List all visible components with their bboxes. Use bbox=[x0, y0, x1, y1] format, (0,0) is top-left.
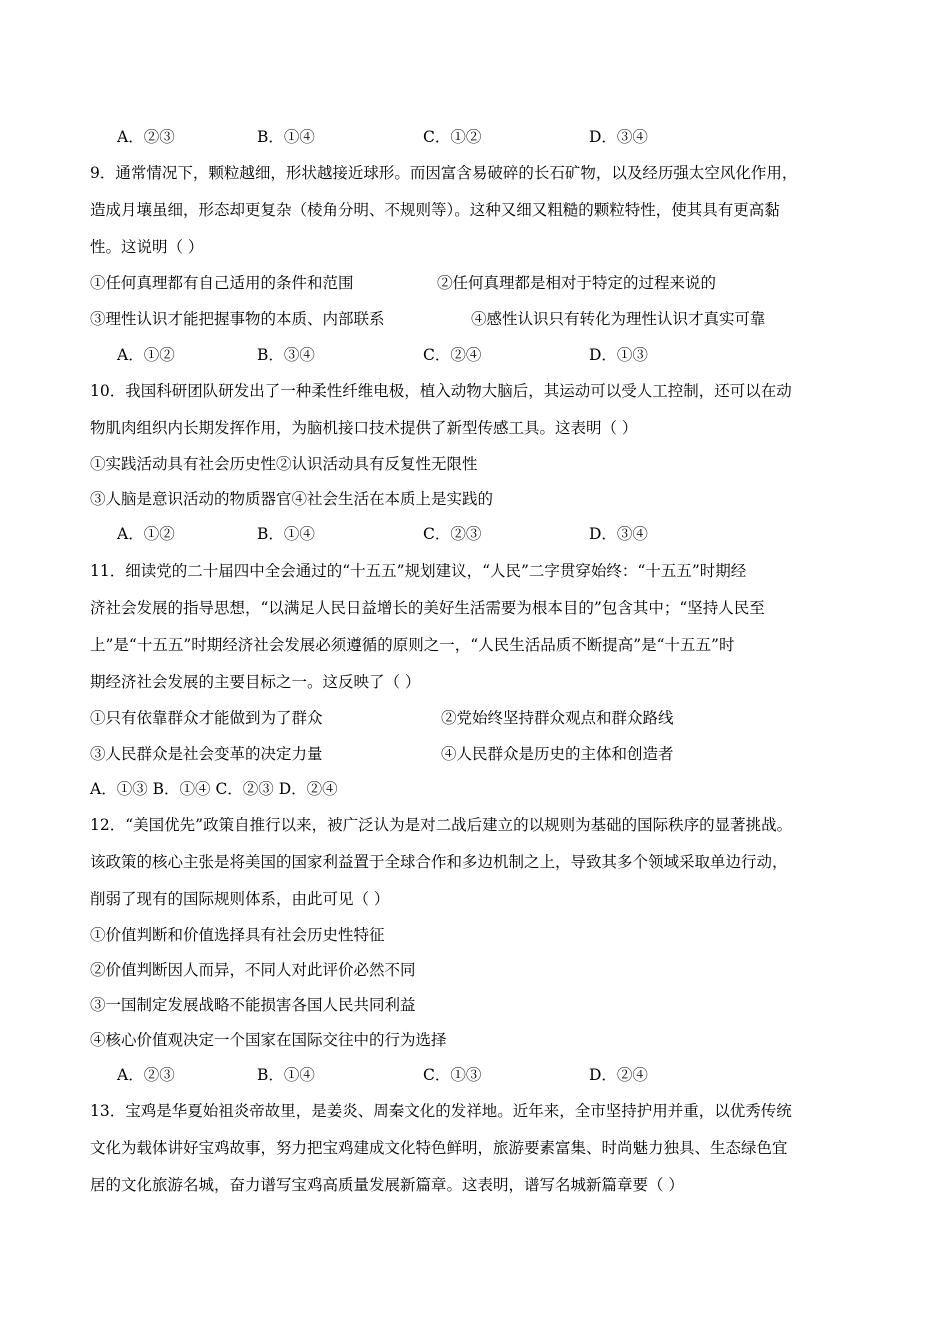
statement-line: ①价值判断和价值选择具有社会历史性特征 bbox=[90, 926, 385, 944]
question-stem-line: 物肌肉组织内长期发挥作用，为脑机接口技术提供了新型传感工具。这表明（ ） bbox=[90, 419, 638, 437]
question-stem-line: 该政策的核心主张是将美国的国家利益置于全球合作和多边机制之上，导致其多个领域采取单边行动， bbox=[90, 853, 788, 871]
question-stem-line: 10．我国科研团队研发出了一种柔性纤维电极，植入动物大脑后，其运动可以受人工控制，还可以在动 bbox=[90, 382, 792, 400]
question-stem-line: 性。这说明（ ） bbox=[90, 238, 204, 256]
option-c: C．②④ bbox=[423, 346, 482, 364]
statement-3: ③人民群众是社会变革的决定力量 bbox=[90, 745, 323, 763]
statement-line: ①实践活动具有社会历史性②认识活动具有反复性无限性 bbox=[90, 455, 478, 473]
statement-line: ②价值判断因人而异，不同人对此评价必然不同 bbox=[90, 961, 416, 979]
question-stem-line: 期经济社会发展的主要目标之一。这反映了（ ） bbox=[90, 673, 421, 691]
option-a: A．①② bbox=[117, 346, 175, 364]
statement-2: ②任何真理都是相对于特定的过程来说的 bbox=[437, 274, 717, 292]
option-b: B．③④ bbox=[257, 346, 315, 364]
option-b: B．①④ bbox=[257, 128, 315, 146]
option-d: D．①③ bbox=[589, 346, 648, 364]
option-b: B．①④ bbox=[257, 525, 315, 543]
statement-4: ④人民群众是历史的主体和创造者 bbox=[441, 745, 674, 763]
question-stem-line: 文化为载体讲好宝鸡故事，努力把宝鸡建成文化特色鲜明，旅游要素富集、时尚魅力独具、生态绿色宜 bbox=[90, 1139, 788, 1157]
statement-line: ④核心价值观决定一个国家在国际交往中的行为选择 bbox=[90, 1031, 447, 1049]
question-stem-line: 居的文化旅游名城，奋力谱写宝鸡高质量发展新篇章。这表明，谱写名城新篇章要（ ） bbox=[90, 1176, 684, 1194]
question-stem-line: 11．细读党的二十届四中全会通过的“十五五”规划建议，“人民”二字贯穿始终：“十五五”时期经 bbox=[90, 562, 747, 580]
question-stem-line: 9．通常情况下，颗粒越细，形状越接近球形。而因富含易破碎的长石矿物，以及经历强太空风化作用， bbox=[90, 164, 798, 182]
option-a: A．①② bbox=[117, 525, 175, 543]
statement-4: ④感性认识只有转化为理性认识才真实可靠 bbox=[471, 310, 766, 328]
question-stem-line: 造成月壤虽细，形态却更复杂（棱角分明、不规则等）。这种又细又粗糙的颗粒特性，使其具有更高黏 bbox=[90, 201, 780, 219]
statement-2: ②党始终坚持群众观点和群众路线 bbox=[441, 709, 674, 727]
option-b: B．①④ bbox=[257, 1066, 315, 1084]
option-d: D．③④ bbox=[589, 128, 648, 146]
statement-1: ①只有依靠群众才能做到为了群众 bbox=[90, 709, 323, 727]
question-stem-line: 12．“美国优先”政策自推行以来，被广泛认为是对二战后建立的以规则为基础的国际秩序的显著挑战。 bbox=[90, 816, 793, 834]
option-a: A．②③ bbox=[117, 128, 175, 146]
statement-line: ③一国制定发展战略不能损害各国人民共同利益 bbox=[90, 996, 416, 1014]
option-d: D．③④ bbox=[589, 525, 648, 543]
option-c: C．②③ bbox=[423, 525, 482, 543]
question-stem-line: 削弱了现有的国际规则体系，由此可见（ ） bbox=[90, 890, 390, 908]
question-stem-line: 济社会发展的指导思想，“以满足人民日益增长的美好生活需要为根本目的”包含其中；“坚持人民至 bbox=[90, 599, 765, 617]
option-c: C．①② bbox=[423, 128, 482, 146]
question-stem-line: 13．宝鸡是华夏始祖炎帝故里，是姜炎、周秦文化的发祥地。近年来，全市坚持护用并重，以优秀传统 bbox=[90, 1102, 792, 1120]
option-d: D．②④ bbox=[589, 1066, 648, 1084]
option-a: A．②③ bbox=[117, 1066, 175, 1084]
statement-line: ③人脑是意识活动的物质器官④社会生活在本质上是实践的 bbox=[90, 490, 494, 508]
options-line: A．①③ B．①④ C．②③ D．②④ bbox=[90, 780, 338, 798]
question-stem-line: 上”是“十五五”时期经济社会发展必须遵循的原则之一，“人民生活品质不断提高”是“十五五”时 bbox=[90, 636, 735, 654]
option-c: C．①③ bbox=[423, 1066, 482, 1084]
statement-3: ③理性认识才能把握事物的本质、内部联系 bbox=[90, 310, 385, 328]
statement-1: ①任何真理都有自己适用的条件和范围 bbox=[90, 274, 354, 292]
